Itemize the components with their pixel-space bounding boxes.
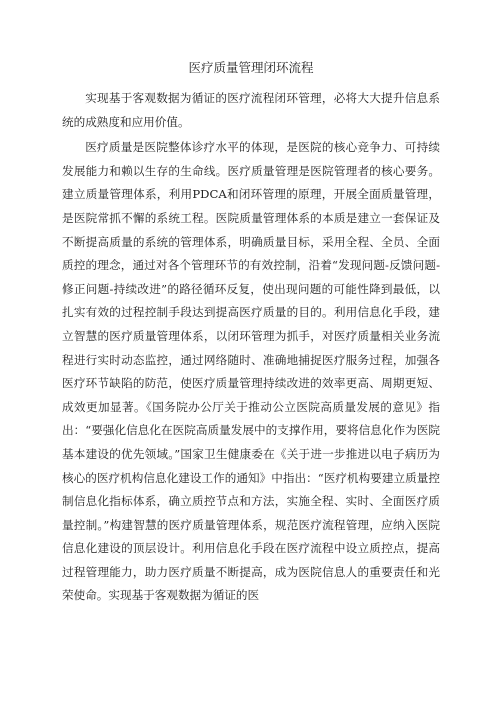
paragraph-main: 医疗质量是医院整体诊疗水平的体现，是医院的核心竞争力、可持续发展能力和赖以生存的生命线。医疗质量管理是医院管理者的核心要务。建立质量管理体系，利用PDCA和闭环管理的原理，开展全面质量管理，是医院常抓不懈的系统工程。医院质量管理体系的本质是建立一套保证及不断提高质量的系统的管理体系，明确质量目标，采用全程、全员、全面质控的理念，通过对各个管理环节的有效控制，沿着“发现问题-反馈问题-修正问题-持续改进”的路径循环反复，使出现问题的可能性降到最低，以扎实有效的过程控制手段达到提高医疗质量的目的。利用信息化手段，建立智慧的医疗质量管理体系，以闭环管理为抓手，对医疗质量相关业务流程进行实时动态监控，通过网络随时、准确地捕捉医疗服务过程，加强各医疗环节缺陷的防范，使医疗质量管理持续改进的效率更高、周期更短、成效更加显著。《国务院办公厅关于推动公立医院高质量发展的意见》指出：“要强化信息化在医院高质量发展中的支撑作用，要将信息化作为医院基本建设的优先领域。”国家卫生健康委在《关于进一步推进以电子病历为核心的医疗机构信息化建设工作的通知》中指出：“医疗机构要建立质量控制信息化指标体系，确立质控节点和方法，实施全程、实时、全面医疗质量控制。”构建智慧的医疗质量管理体系，规范医疗流程管理，应纳入医院信息化建设的顶层设计。利用信息化手段在医疗流程中设立质控点，提高过程管理能力，助力医疗质量不断提高，成为医院信息人的重要责任和光荣使命。实现基于客观数据为循证的医	[62, 140, 440, 603]
document-page	[62, 58, 440, 610]
paragraph-intro: 实现基于客观数据为循证的医疗流程闭环管理，必将大大提升信息系统的成熟度和应用价值。	[62, 91, 440, 129]
document-title: 医疗质量管理闭环流程	[188, 60, 314, 75]
